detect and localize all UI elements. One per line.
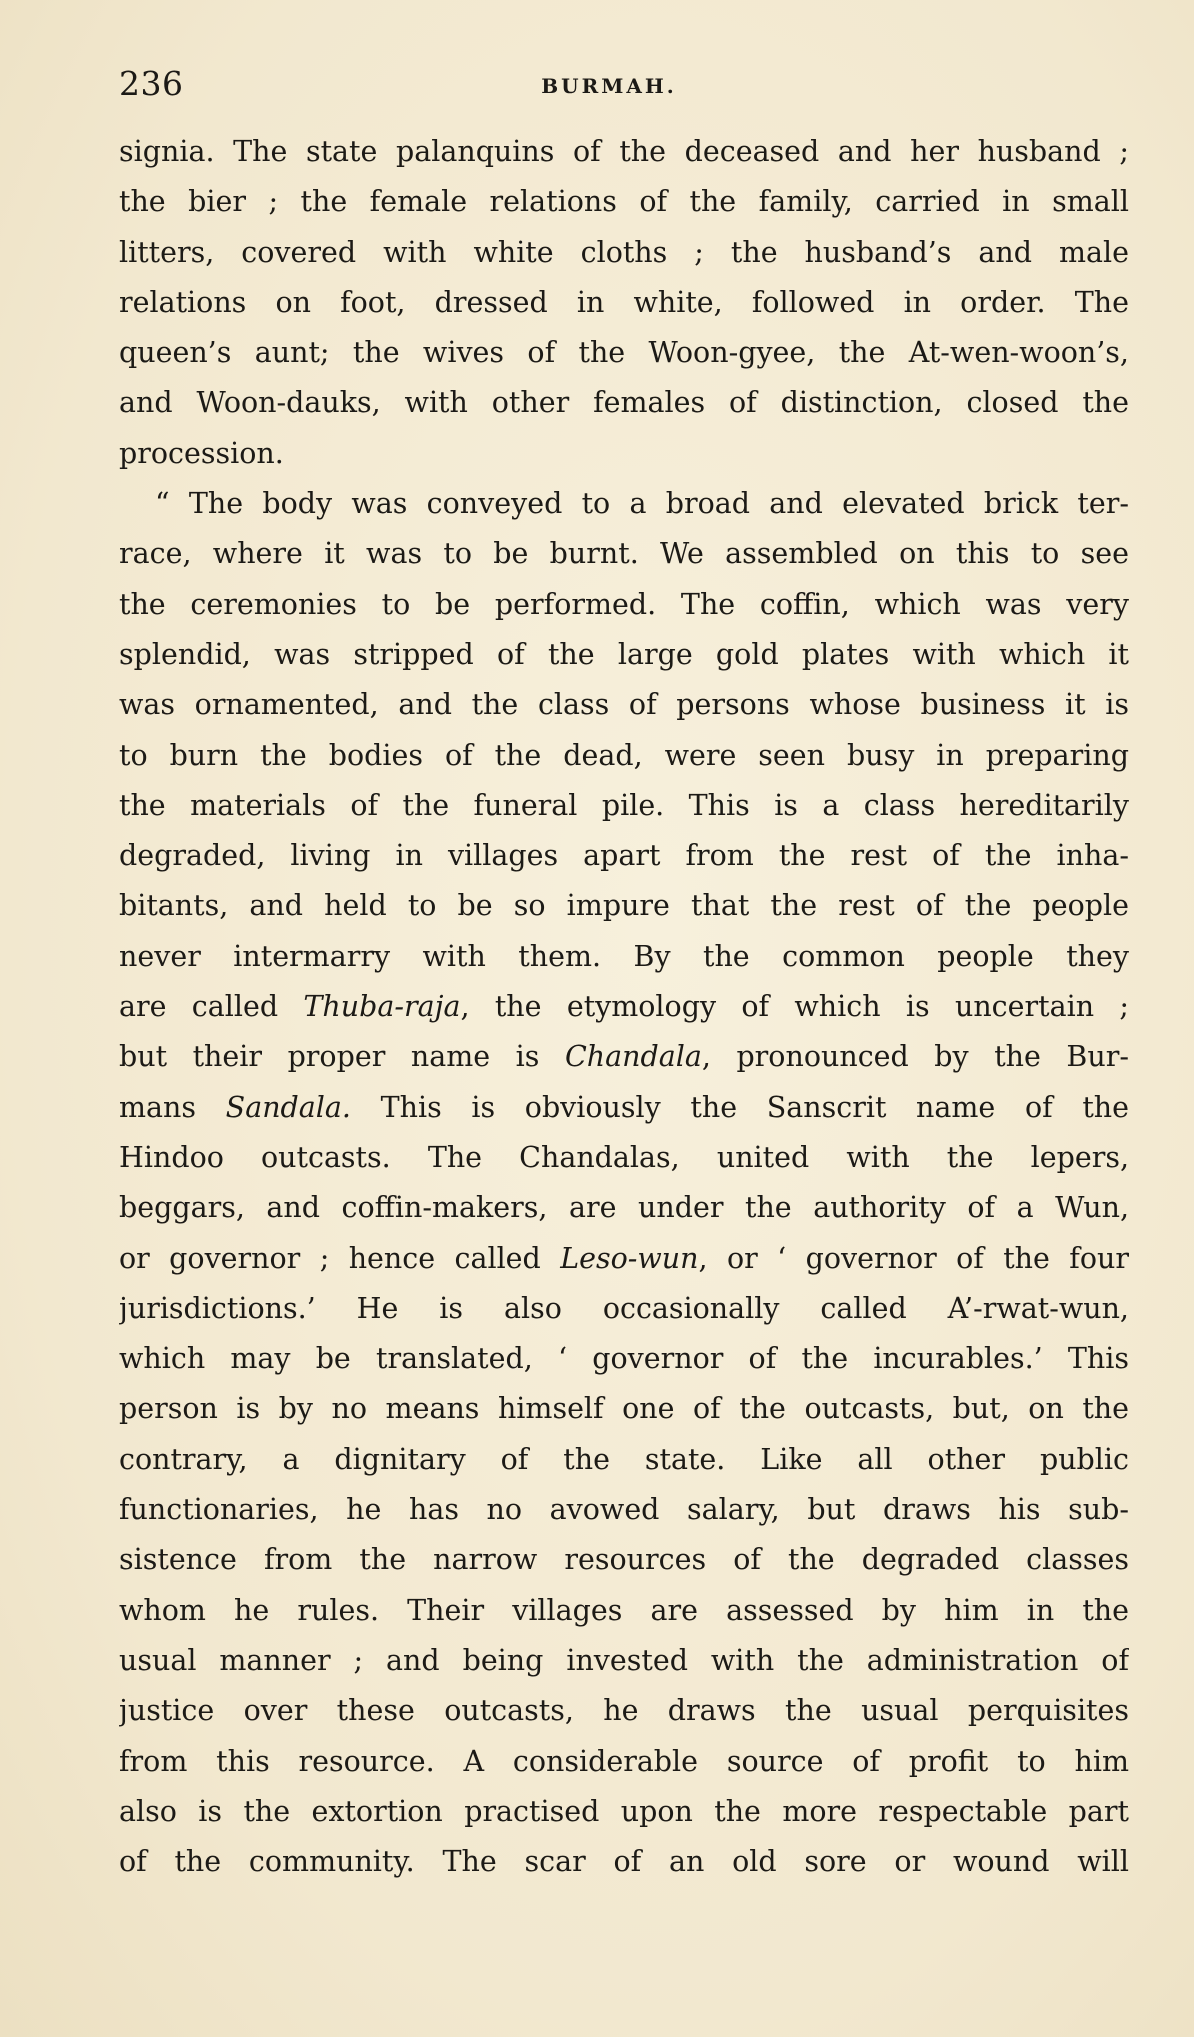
text-line: and Woon-dauks, with other females of distinction, closed the (119, 386, 1129, 420)
text-line: queen’s aunt; the wives of the Woon-gyee, the At-wen-woon’s, (119, 336, 1129, 370)
text-line: contrary, a dignitary of the state. Like all other public (119, 1442, 1129, 1476)
text-line: race, where it was to be burnt. We assembled on this to see (119, 537, 1129, 571)
running-head (119, 62, 1099, 106)
text-line: bitants, and held to be so impure that the rest of the people (119, 889, 1129, 923)
text-segment: are called (119, 990, 304, 1024)
text-line: never intermarry with them. By the common people they (119, 939, 1129, 973)
text-line: whom he rules. Their villages are assessed by him in the (119, 1593, 1129, 1627)
text-line (119, 982, 1129, 1032)
text-segment: , the etymology of which is uncertain ; (460, 990, 1129, 1024)
text-line: to burn the bodies of the dead, were seen busy in preparing (119, 738, 1129, 772)
text-line: which may be translated, ‘ governor of the incurables.’ This (119, 1342, 1129, 1376)
running-title: BURMAH. (541, 74, 677, 98)
text-line: functionaries, he has no avowed salary, but draws his sub- (119, 1493, 1129, 1527)
page-number: 236 (119, 64, 184, 103)
text-line: procession. (119, 436, 284, 470)
text-line (119, 1032, 1129, 1082)
text-line: the bier ; the female relations of the family, carried in small (119, 185, 1129, 219)
text-segment: , pronounced by the Bur- (701, 1040, 1129, 1074)
text-line: signia. The state palanquins of the deceased and her husband ; (119, 135, 1129, 168)
text-line: jurisdictions.’ He is also occasionally called A’-rwat-wun, (119, 1291, 1129, 1325)
body-text (119, 127, 1129, 1887)
text-line (119, 1083, 1129, 1133)
text-line: usual manner ; and being invested with the administration of (119, 1643, 1129, 1677)
text-line: degraded, living in villages apart from the rest of the inha- (119, 839, 1129, 873)
text-line: sistence from the narrow resources of the degraded classes (119, 1543, 1129, 1577)
text-line: “ The body was conveyed to a broad and elevated brick ter- (155, 487, 1129, 521)
text-segment: This is obviously the Sanscrit name of the (350, 1090, 1129, 1124)
text-line (119, 1234, 1129, 1284)
text-line: splendid, was stripped of the large gold plates with which it (119, 637, 1129, 671)
text-line: litters, covered with white cloths ; the husband’s and male (119, 235, 1129, 269)
text-line: Hindoo outcasts. The Chandalas, united with the lepers, (119, 1140, 1129, 1174)
text-line: of the community. The scar of an old sore or wound will (119, 1845, 1129, 1879)
text-segment: mans (119, 1090, 226, 1124)
text-line: beggars, and coffin-makers, are under the authority of a Wun, (119, 1191, 1129, 1225)
text-line: relations on foot, dressed in white, followed in order. The (119, 285, 1129, 319)
text-line: person is by no means himself one of the outcasts, but, on the (119, 1392, 1129, 1426)
text-line: also is the extortion practised upon the more respectable part (119, 1794, 1129, 1828)
text-line: justice over these outcasts, he draws the usual perquisites (119, 1694, 1129, 1728)
text-line: was ornamented, and the class of persons whose business it is (119, 688, 1129, 722)
italic-term: Sandala. (225, 1090, 351, 1124)
text-segment: , or ‘ governor of the four (698, 1241, 1129, 1275)
text-segment: or governor ; hence called (119, 1241, 561, 1275)
text-segment: but their proper name is (119, 1040, 565, 1074)
text-line: the materials of the funeral pile. This is a class hereditarily (119, 788, 1129, 822)
italic-term: Chandala (564, 1040, 702, 1074)
text-line: the ceremonies to be performed. The coffin, which was very (119, 587, 1129, 621)
italic-term: Thuba-raja (303, 990, 461, 1024)
text-line: from this resource. A considerable source of profit to him (119, 1744, 1129, 1778)
italic-term: Leso-wun (560, 1241, 699, 1275)
